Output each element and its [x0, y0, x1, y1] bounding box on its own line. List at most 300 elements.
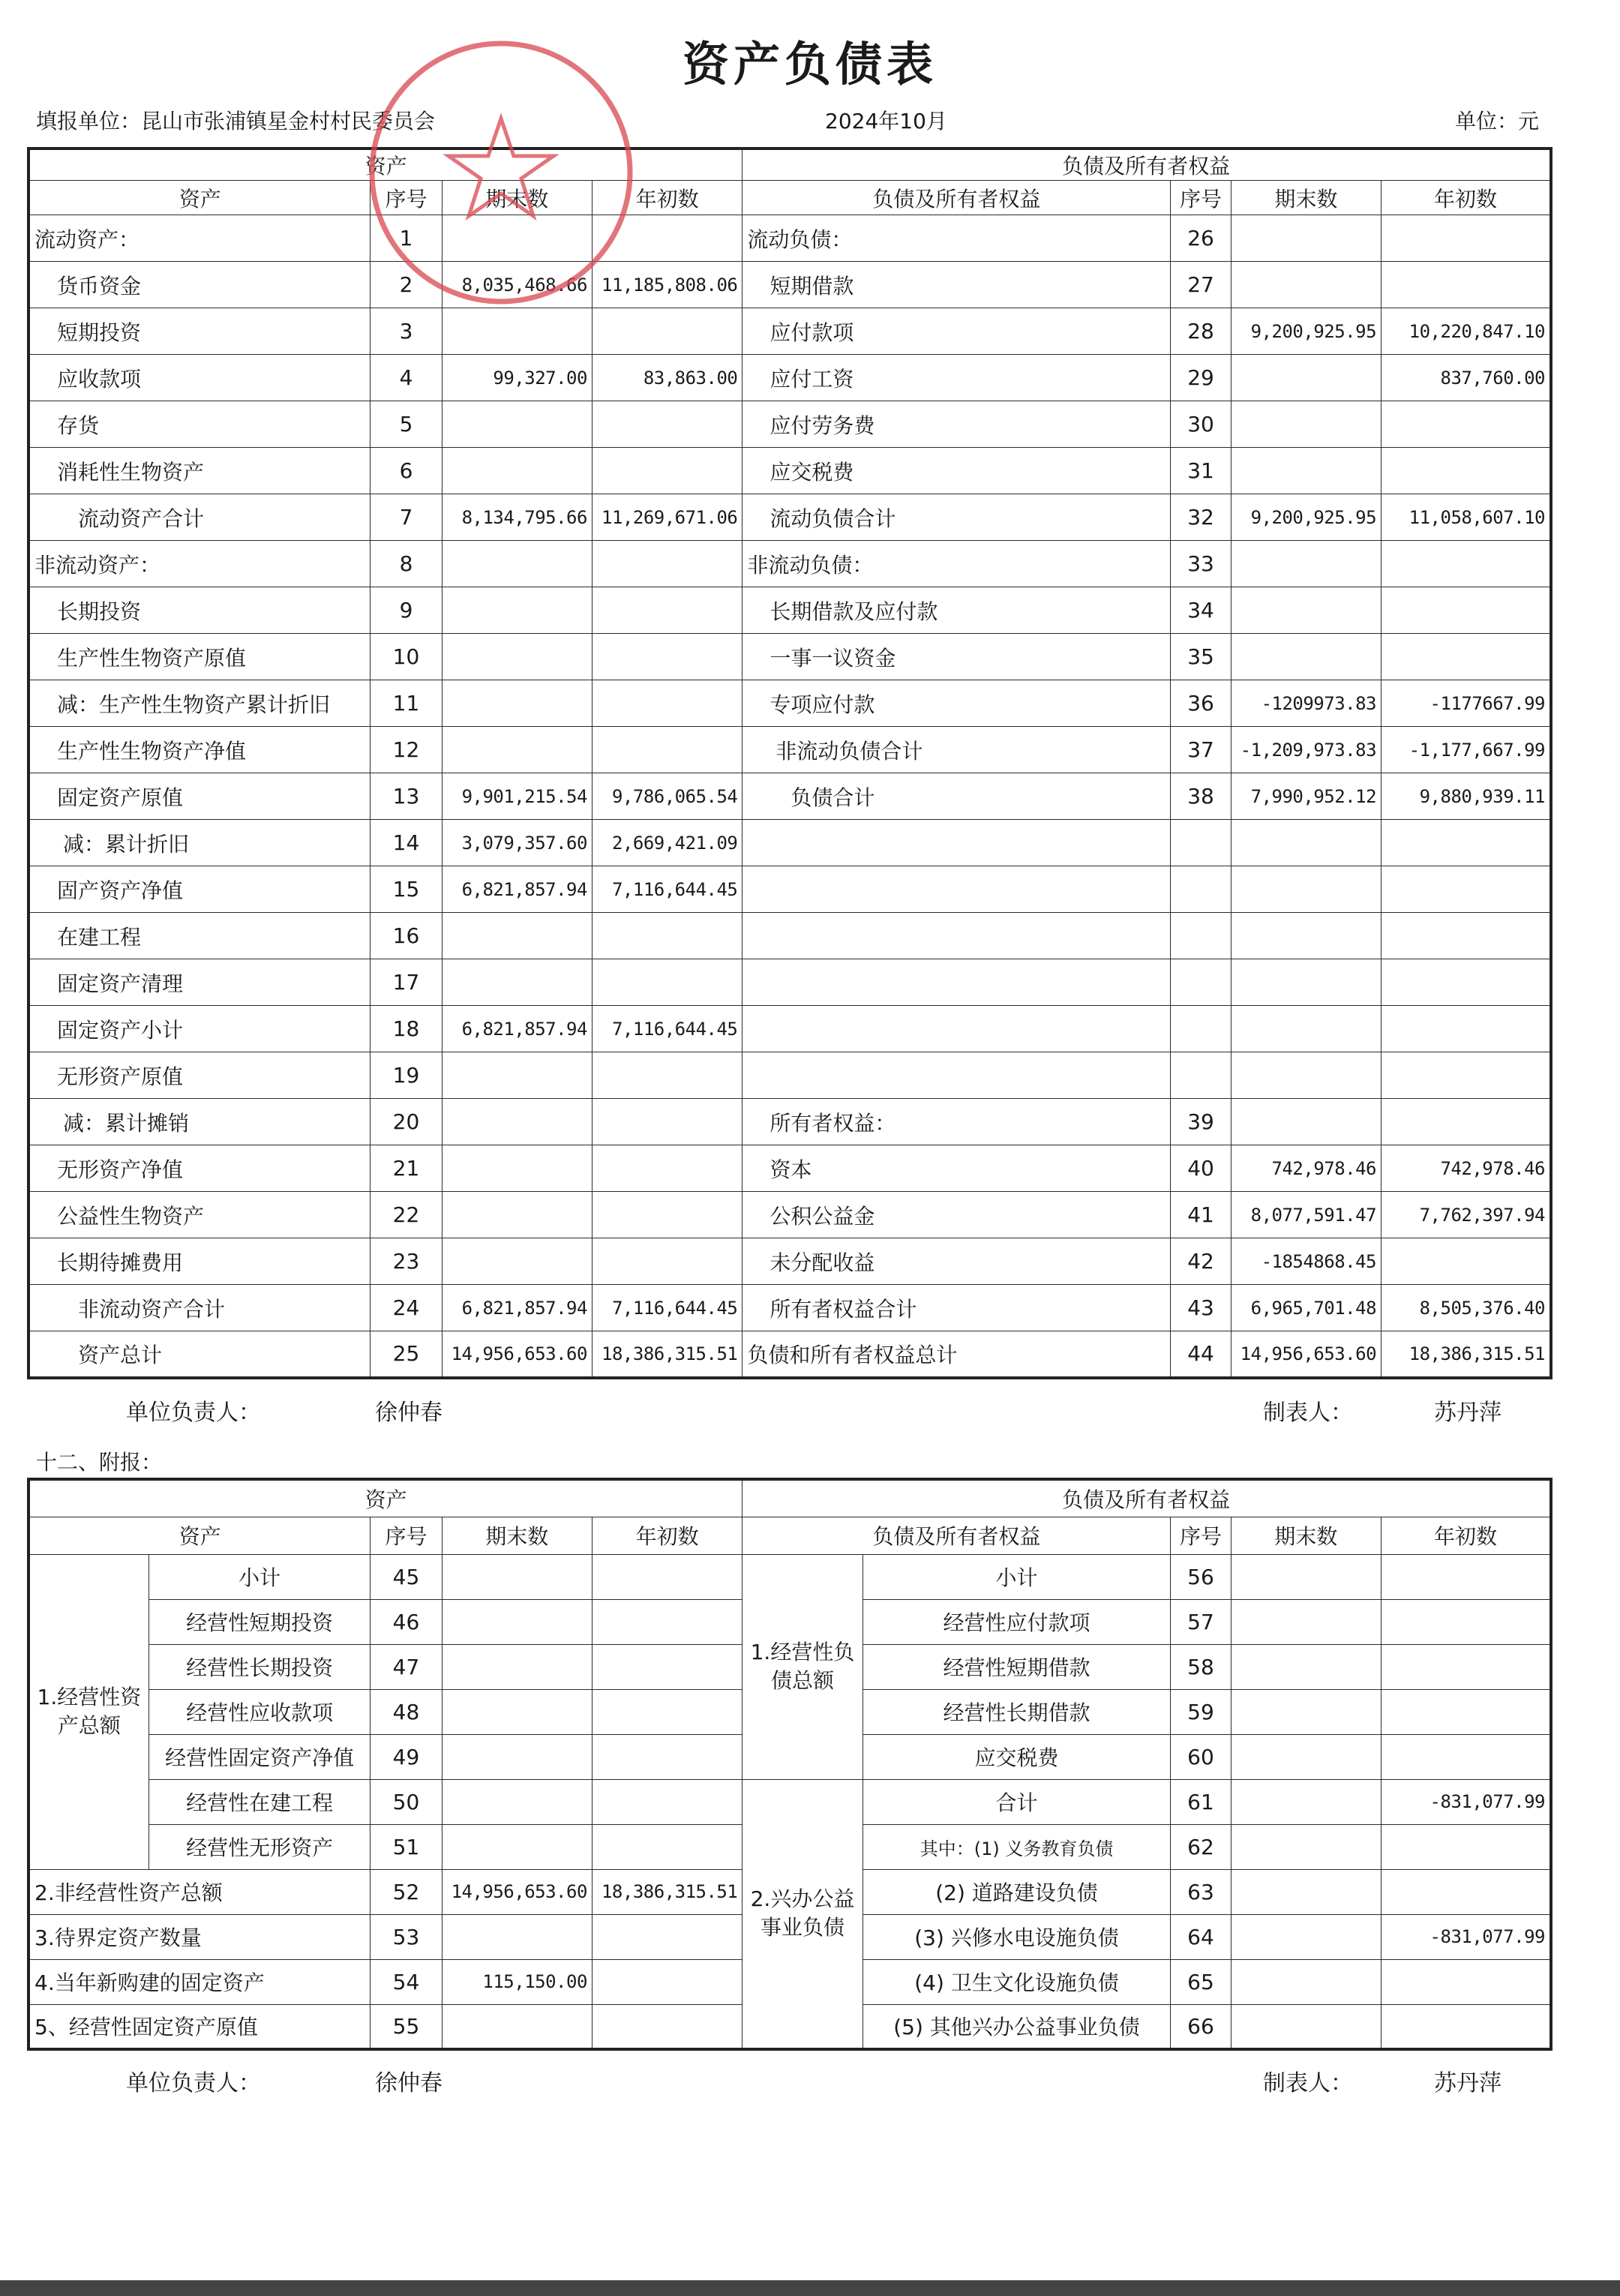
- asset-year-begin: 18,386,315.51: [592, 1869, 742, 1914]
- liability-year-begin: [1381, 1734, 1551, 1779]
- asset-item-label: 经营性无形资产: [148, 1824, 370, 1869]
- liability-period-end: 7,990,952.12: [1231, 773, 1381, 820]
- asset-year-begin: [592, 448, 742, 494]
- asset-seq: 19: [370, 1052, 442, 1099]
- supplement-assets-group-header: 资产: [28, 1479, 742, 1517]
- asset-item-label: 小计: [148, 1554, 370, 1599]
- asset-year-begin: [592, 1145, 742, 1192]
- asset-period-end: [442, 680, 592, 727]
- liability-year-begin: [1381, 1824, 1551, 1869]
- report-period: 2024年10月: [825, 109, 947, 134]
- liability-seq: 42: [1171, 1238, 1231, 1285]
- liability-year-begin: 837,760.00: [1382, 355, 1551, 401]
- asset-period-end: 14,956,653.60: [442, 1331, 592, 1378]
- asset-seq: 21: [370, 1145, 442, 1192]
- liability-item-label: [742, 820, 1171, 866]
- liability-seq: 39: [1171, 1099, 1231, 1145]
- asset-seq: 15: [370, 866, 442, 913]
- asset-year-begin: [592, 1238, 742, 1285]
- asset-seq: 24: [370, 1285, 442, 1331]
- liability-period-end: [1231, 1824, 1381, 1869]
- unit-head-label: 单位负责人：: [126, 1400, 261, 1426]
- table-row: [28, 1779, 1551, 1824]
- table-row: [28, 680, 1551, 727]
- liability-item-label: 长期借款及应付款: [742, 587, 1171, 634]
- asset-seq: 6: [370, 448, 442, 494]
- col-header-period-end: 期末数: [1231, 181, 1381, 215]
- table-row: [28, 773, 1551, 820]
- asset-item-label: 3.待界定资产数量: [28, 1914, 370, 1959]
- asset-period-end: [442, 1689, 592, 1734]
- asset-seq: 54: [370, 1959, 442, 2004]
- liability-seq: 41: [1171, 1192, 1231, 1238]
- liability-seq: 56: [1171, 1554, 1231, 1599]
- liability-item-label: (3) 兴修水电设施负债: [862, 1914, 1171, 1959]
- liability-year-begin: 8,505,376.40: [1382, 1285, 1551, 1331]
- liability-period-end: [1231, 913, 1381, 959]
- asset-year-begin: 11,269,671.06: [592, 494, 742, 541]
- liability-seq: [1171, 1006, 1231, 1052]
- asset-period-end: [442, 1052, 592, 1099]
- liability-item-label: (2) 道路建设负债: [862, 1869, 1171, 1914]
- asset-period-end: [442, 1779, 592, 1824]
- asset-year-begin: [592, 680, 742, 727]
- liability-year-begin: [1382, 913, 1551, 959]
- liability-item-label: 其中：(1) 义务教育负债: [862, 1824, 1171, 1869]
- asset-seq: 50: [370, 1779, 442, 1824]
- asset-year-begin: [592, 541, 742, 587]
- asset-year-begin: [592, 1554, 742, 1599]
- table-row: [28, 727, 1551, 773]
- asset-period-end: [442, 2004, 592, 2049]
- asset-year-begin: [592, 959, 742, 1006]
- preparer-label: 制表人：: [1263, 1400, 1353, 1426]
- liability-year-begin: 742,978.46: [1382, 1145, 1551, 1192]
- asset-seq: 8: [370, 541, 442, 587]
- col-header-period-end: 期末数: [1231, 1517, 1381, 1554]
- asset-item-label: 经营性应收款项: [148, 1689, 370, 1734]
- col-header-seq: 序号: [370, 181, 442, 215]
- liability-period-end: [1231, 355, 1381, 401]
- asset-item-label: 资产总计: [28, 1331, 370, 1378]
- liability-period-end: [1231, 1869, 1381, 1914]
- liability-year-begin: [1381, 2004, 1551, 2049]
- asset-period-end: 8,035,468.66: [442, 262, 592, 308]
- asset-seq: 23: [370, 1238, 442, 1285]
- liability-period-end: [1231, 1689, 1381, 1734]
- asset-period-end: [442, 1238, 592, 1285]
- liability-item-label: [742, 1006, 1171, 1052]
- liability-seq: 59: [1171, 1689, 1231, 1734]
- col-header-asset: 资产: [28, 1517, 370, 1554]
- asset-seq: 5: [370, 401, 442, 448]
- seal-star: [448, 119, 554, 216]
- liability-year-begin: [1382, 262, 1551, 308]
- liability-item-label: 专项应付款: [742, 680, 1171, 727]
- asset-item-label: 减：累计折旧: [28, 820, 370, 866]
- asset-year-begin: [592, 587, 742, 634]
- asset-year-begin: [592, 1914, 742, 1959]
- liability-seq: 34: [1171, 587, 1231, 634]
- asset-item-label: 消耗性生物资产: [28, 448, 370, 494]
- asset-period-end: [442, 541, 592, 587]
- asset-year-begin: [592, 1734, 742, 1779]
- liability-period-end: [1231, 1006, 1381, 1052]
- asset-seq: 7: [370, 494, 442, 541]
- asset-period-end: [442, 1914, 592, 1959]
- asset-period-end: [442, 587, 592, 634]
- asset-period-end: 14,956,653.60: [442, 1869, 592, 1914]
- liability-item-label: 未分配收益: [742, 1238, 1171, 1285]
- asset-item-label: 固产资产净值: [28, 866, 370, 913]
- liability-item-label: 小计: [862, 1554, 1171, 1599]
- asset-period-end: 6,821,857.94: [442, 866, 592, 913]
- liability-period-end: [1231, 866, 1381, 913]
- table-row: [28, 1006, 1551, 1052]
- asset-period-end: 115,150.00: [442, 1959, 592, 2004]
- liability-period-end: [1231, 401, 1381, 448]
- liability-year-begin: [1381, 1959, 1551, 2004]
- col-header-year-begin: 年初数: [592, 181, 742, 215]
- table-row: [28, 866, 1551, 913]
- liability-period-end: [1231, 215, 1381, 262]
- liability-period-end: -1,209,973.83: [1231, 727, 1381, 773]
- col-header-period-end: 期末数: [442, 1517, 592, 1554]
- asset-item-label: 在建工程: [28, 913, 370, 959]
- liability-year-begin: [1381, 1599, 1551, 1644]
- liability-period-end: 742,978.46: [1231, 1145, 1381, 1192]
- asset-year-begin: [592, 727, 742, 773]
- table-row: [28, 1099, 1551, 1145]
- liability-seq: 35: [1171, 634, 1231, 680]
- supplement-section-title: 十二、附报：: [36, 1450, 163, 1475]
- liability-item-label: 负债和所有者权益总计: [742, 1331, 1171, 1378]
- asset-period-end: [442, 448, 592, 494]
- liability-item-label: 一事一议资金: [742, 634, 1171, 680]
- asset-seq: 55: [370, 2004, 442, 2049]
- table-row: [28, 215, 1551, 262]
- asset-seq: 47: [370, 1644, 442, 1689]
- liability-item-label: [742, 1052, 1171, 1099]
- col-header-year-begin: 年初数: [592, 1517, 742, 1554]
- asset-seq: 10: [370, 634, 442, 680]
- asset-year-begin: [592, 1689, 742, 1734]
- asset-year-begin: [592, 634, 742, 680]
- liability-item-label: 应付款项: [742, 308, 1171, 355]
- asset-year-begin: [592, 1192, 742, 1238]
- asset-seq: 4: [370, 355, 442, 401]
- asset-item-label: 经营性固定资产净值: [148, 1734, 370, 1779]
- liability-seq: 40: [1171, 1145, 1231, 1192]
- asset-group-label: 1.经营性资产总额: [28, 1554, 148, 1869]
- asset-period-end: [442, 1145, 592, 1192]
- liability-item-label: 应交税费: [742, 448, 1171, 494]
- asset-period-end: [442, 1554, 592, 1599]
- col-header-period-end: 期末数: [442, 181, 592, 215]
- asset-period-end: [442, 1099, 592, 1145]
- liability-seq: 26: [1171, 215, 1231, 262]
- unit-head-name: 徐仲春: [375, 1400, 442, 1426]
- table-row: [28, 587, 1551, 634]
- liability-period-end: [1231, 1099, 1381, 1145]
- asset-item-label: 流动资产合计: [28, 494, 370, 541]
- liability-period-end: 9,200,925.95: [1231, 308, 1381, 355]
- liability-year-begin: [1382, 1006, 1551, 1052]
- liability-item-label: 短期借款: [742, 262, 1171, 308]
- asset-seq: 9: [370, 587, 442, 634]
- liability-period-end: [1231, 262, 1381, 308]
- liability-year-begin: [1382, 448, 1551, 494]
- liability-year-begin: [1382, 401, 1551, 448]
- asset-year-begin: 2,669,421.09: [592, 820, 742, 866]
- assets-group-header: 资产: [28, 149, 742, 181]
- liability-year-begin: 9,880,939.11: [1382, 773, 1551, 820]
- asset-period-end: [442, 727, 592, 773]
- asset-year-begin: 7,116,644.45: [592, 1006, 742, 1052]
- official-seal: [358, 30, 644, 315]
- liability-item-label: (5) 其他兴办公益事业负债: [862, 2004, 1171, 2049]
- asset-item-label: 流动资产：: [28, 215, 370, 262]
- liability-seq: 64: [1171, 1914, 1231, 1959]
- liability-year-begin: -831,077.99: [1381, 1779, 1551, 1824]
- preparer-name: 苏丹萍: [1434, 1400, 1502, 1426]
- asset-year-begin: [592, 2004, 742, 2049]
- table-row: [28, 1145, 1551, 1192]
- asset-year-begin: [592, 401, 742, 448]
- table-row: [28, 634, 1551, 680]
- liability-item-label: 应交税费: [862, 1734, 1171, 1779]
- liability-item-label: 公积公益金: [742, 1192, 1171, 1238]
- col-header-asset: 资产: [28, 181, 370, 215]
- liability-seq: 31: [1171, 448, 1231, 494]
- liability-year-begin: [1382, 541, 1551, 587]
- preparer-name: 苏丹萍: [1434, 2070, 1502, 2096]
- table-row: [28, 541, 1551, 587]
- asset-period-end: [442, 634, 592, 680]
- liability-year-begin: 7,762,397.94: [1382, 1192, 1551, 1238]
- liability-seq: 65: [1171, 1959, 1231, 2004]
- liability-year-begin: -1,177,667.99: [1382, 727, 1551, 773]
- table-row: [28, 355, 1551, 401]
- asset-period-end: 6,821,857.94: [442, 1285, 592, 1331]
- asset-item-label: 5、经营性固定资产原值: [28, 2004, 370, 2049]
- liability-seq: 62: [1171, 1824, 1231, 1869]
- reporting-unit: 填报单位：昆山市张浦镇星金村村民委员会: [36, 109, 436, 134]
- liability-seq: [1171, 913, 1231, 959]
- asset-item-label: 固定资产原值: [28, 773, 370, 820]
- liability-item-label: [742, 959, 1171, 1006]
- liability-item-label: 经营性应付款项: [862, 1599, 1171, 1644]
- liability-period-end: 8,077,591.47: [1231, 1192, 1381, 1238]
- liability-item-label: 非流动负债：: [742, 541, 1171, 587]
- asset-period-end: [442, 1599, 592, 1644]
- liability-year-begin: [1382, 587, 1551, 634]
- liability-period-end: [1231, 587, 1381, 634]
- liability-period-end: -1209973.83: [1231, 680, 1381, 727]
- liability-group-label: 2.兴办公益事业负债: [742, 1779, 862, 2049]
- asset-year-begin: [592, 913, 742, 959]
- liability-item-label: [742, 866, 1171, 913]
- col-header-seq: 序号: [370, 1517, 442, 1554]
- table-row: [28, 1052, 1551, 1099]
- asset-seq: 46: [370, 1599, 442, 1644]
- liability-item-label: 合计: [862, 1779, 1171, 1824]
- liability-seq: 36: [1171, 680, 1231, 727]
- liability-year-begin: -1177667.99: [1382, 680, 1551, 727]
- liability-year-begin: [1382, 634, 1551, 680]
- liability-period-end: [1231, 1734, 1381, 1779]
- asset-item-label: 减：累计摊销: [28, 1099, 370, 1145]
- asset-year-begin: [592, 1959, 742, 2004]
- asset-seq: 18: [370, 1006, 442, 1052]
- asset-period-end: 9,901,215.54: [442, 773, 592, 820]
- liability-period-end: [1231, 1644, 1381, 1689]
- asset-seq: 25: [370, 1331, 442, 1378]
- liability-period-end: [1231, 1779, 1381, 1824]
- liability-item-label: 流动负债合计: [742, 494, 1171, 541]
- liability-item-label: [742, 913, 1171, 959]
- asset-seq: 3: [370, 308, 442, 355]
- asset-seq: 11: [370, 680, 442, 727]
- asset-seq: 51: [370, 1824, 442, 1869]
- liability-year-begin: [1381, 1644, 1551, 1689]
- asset-period-end: 6,821,857.94: [442, 1006, 592, 1052]
- liability-seq: 43: [1171, 1285, 1231, 1331]
- col-header-seq: 序号: [1171, 181, 1231, 215]
- asset-period-end: 8,134,795.66: [442, 494, 592, 541]
- liability-item-label: (4) 卫生文化设施负债: [862, 1959, 1171, 2004]
- asset-item-label: 2.非经营性资产总额: [28, 1869, 370, 1914]
- asset-seq: 2: [370, 262, 442, 308]
- liability-item-label: 负债合计: [742, 773, 1171, 820]
- asset-period-end: 99,327.00: [442, 355, 592, 401]
- asset-seq: 20: [370, 1099, 442, 1145]
- liability-seq: 33: [1171, 541, 1231, 587]
- asset-period-end: [442, 913, 592, 959]
- asset-year-begin: [592, 1644, 742, 1689]
- asset-item-label: 无形资产净值: [28, 1145, 370, 1192]
- table-row: [28, 308, 1551, 355]
- col-header-seq: 序号: [1171, 1517, 1231, 1554]
- table-row: [28, 448, 1551, 494]
- liability-period-end: [1231, 541, 1381, 587]
- liability-period-end: -1854868.45: [1231, 1238, 1381, 1285]
- liability-seq: [1171, 820, 1231, 866]
- report-title: 资产负债表: [682, 37, 938, 92]
- asset-year-begin: [592, 1824, 742, 1869]
- table-row: [28, 1554, 1551, 1599]
- liability-item-label: 所有者权益：: [742, 1099, 1171, 1145]
- currency-unit: 单位：元: [1455, 109, 1540, 134]
- liability-seq: 27: [1171, 262, 1231, 308]
- liability-year-begin: 10,220,847.10: [1382, 308, 1551, 355]
- asset-year-begin: 7,116,644.45: [592, 1285, 742, 1331]
- asset-seq: 1: [370, 215, 442, 262]
- liability-seq: 66: [1171, 2004, 1231, 2049]
- asset-seq: 13: [370, 773, 442, 820]
- liability-year-begin: 11,058,607.10: [1382, 494, 1551, 541]
- asset-item-label: 生产性生物资产净值: [28, 727, 370, 773]
- col-header-liability: 负债及所有者权益: [742, 181, 1171, 215]
- asset-item-label: 固定资产小计: [28, 1006, 370, 1052]
- liability-period-end: [1231, 959, 1381, 1006]
- table-row: [28, 494, 1551, 541]
- seal-ring: [372, 44, 630, 302]
- liability-seq: 60: [1171, 1734, 1231, 1779]
- col-header-liability: 负债及所有者权益: [742, 1517, 1171, 1554]
- asset-seq: 16: [370, 913, 442, 959]
- asset-item-label: 长期投资: [28, 587, 370, 634]
- liability-period-end: [1231, 1554, 1381, 1599]
- asset-period-end: [442, 959, 592, 1006]
- asset-item-label: 应收款项: [28, 355, 370, 401]
- liability-seq: 58: [1171, 1644, 1231, 1689]
- liabilities-group-header: 负债及所有者权益: [742, 149, 1551, 181]
- liability-year-begin: 18,386,315.51: [1382, 1331, 1551, 1378]
- liability-year-begin: [1382, 820, 1551, 866]
- table-row: [28, 1192, 1551, 1238]
- unit-head-label: 单位负责人：: [126, 2070, 261, 2096]
- table-row: [28, 959, 1551, 1006]
- liability-group-label: 1.经营性负债总额: [742, 1554, 862, 1779]
- table-row: [28, 1238, 1551, 1285]
- liability-seq: [1171, 866, 1231, 913]
- liability-period-end: [1231, 634, 1381, 680]
- liability-item-label: 非流动负债合计: [742, 727, 1171, 773]
- liability-period-end: 14,956,653.60: [1231, 1331, 1381, 1378]
- liability-year-begin: [1382, 959, 1551, 1006]
- table-row: [28, 1331, 1551, 1378]
- liability-seq: 63: [1171, 1869, 1231, 1914]
- liability-seq: 29: [1171, 355, 1231, 401]
- asset-item-label: 经营性短期投资: [148, 1599, 370, 1644]
- asset-year-begin: 18,386,315.51: [592, 1331, 742, 1378]
- unit-head-name: 徐仲春: [375, 2070, 442, 2096]
- liability-year-begin: [1382, 215, 1551, 262]
- asset-period-end: [442, 401, 592, 448]
- asset-item-label: 固定资产清理: [28, 959, 370, 1006]
- col-header-year-begin: 年初数: [1381, 1517, 1551, 1554]
- asset-period-end: 3,079,357.60: [442, 820, 592, 866]
- asset-seq: 17: [370, 959, 442, 1006]
- liability-item-label: 经营性短期借款: [862, 1644, 1171, 1689]
- liability-seq: 28: [1171, 308, 1231, 355]
- asset-item-label: 经营性长期投资: [148, 1644, 370, 1689]
- balance-sheet-table: [27, 147, 1552, 1379]
- preparer-label: 制表人：: [1263, 2070, 1353, 2096]
- liability-period-end: [1231, 820, 1381, 866]
- liability-item-label: 应付工资: [742, 355, 1171, 401]
- asset-item-label: 4.当年新购建的固定资产: [28, 1959, 370, 2004]
- liability-seq: 37: [1171, 727, 1231, 773]
- col-header-year-begin: 年初数: [1382, 181, 1551, 215]
- liability-seq: 57: [1171, 1599, 1231, 1644]
- liability-period-end: [1231, 1599, 1381, 1644]
- liability-period-end: [1231, 1914, 1381, 1959]
- asset-period-end: [442, 1192, 592, 1238]
- liability-period-end: [1231, 1052, 1381, 1099]
- asset-item-label: 货币资金: [28, 262, 370, 308]
- liability-year-begin: [1382, 1052, 1551, 1099]
- asset-year-begin: 11,185,808.06: [592, 262, 742, 308]
- liability-year-begin: [1381, 1689, 1551, 1734]
- asset-seq: 14: [370, 820, 442, 866]
- liability-year-begin: [1382, 1099, 1551, 1145]
- liability-year-begin: [1381, 1554, 1551, 1599]
- liability-seq: 44: [1171, 1331, 1231, 1378]
- asset-item-label: 无形资产原值: [28, 1052, 370, 1099]
- liability-year-begin: [1382, 1238, 1551, 1285]
